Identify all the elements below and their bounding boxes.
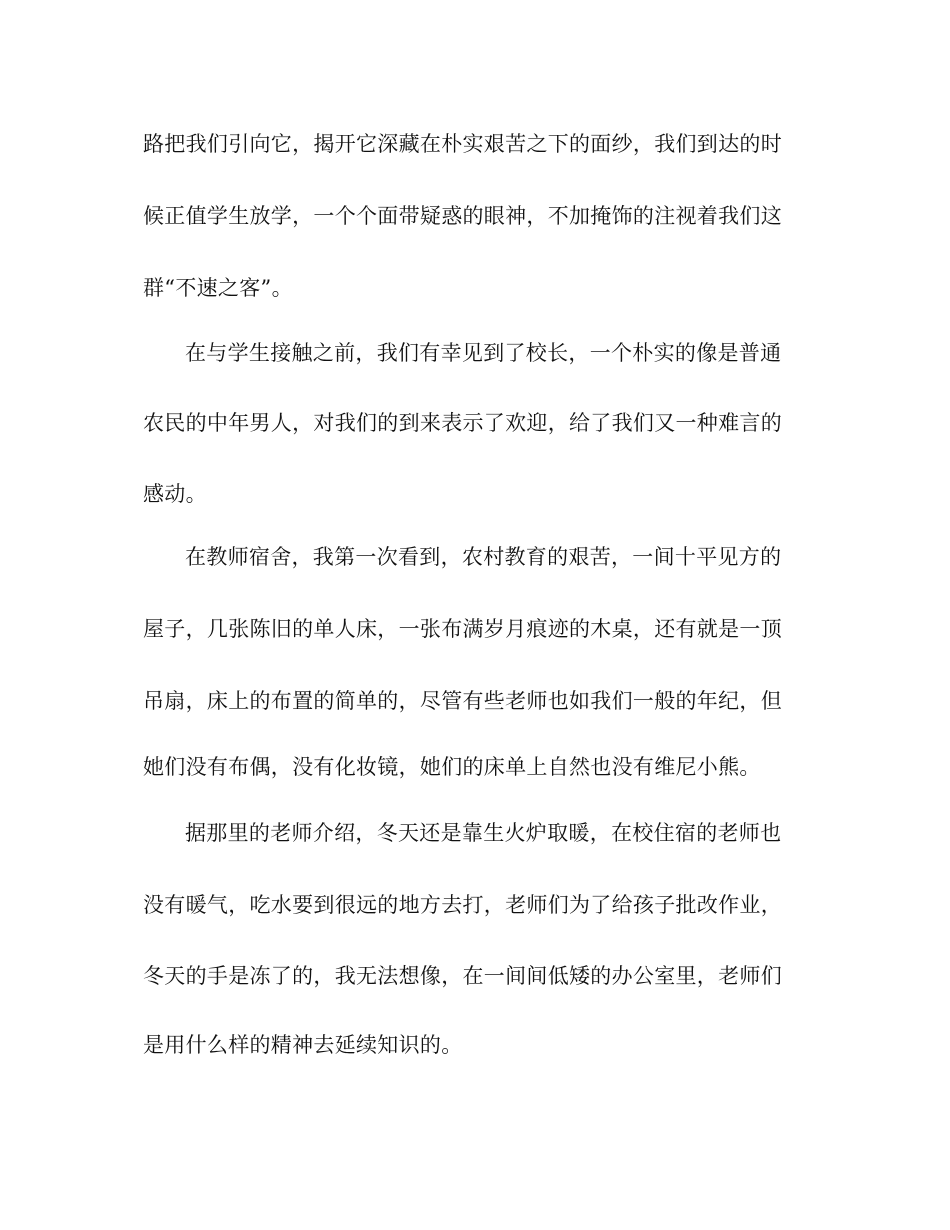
text-line-13: 冬天的手是冻了的，我无法想像，在一间间低矮的办公室里，老师们 <box>143 964 782 988</box>
text-line-9: 吊扇，床上的布置的简单的，尽管有些老师也如我们一般的年纪，但 <box>143 689 782 713</box>
text-line-8: 屋子，几张陈旧的单人床，一张布满岁月痕迹的木桌，还有就是一顶 <box>143 617 782 641</box>
text-line-3: 群“不速之客”。 <box>143 276 293 300</box>
text-line-4: 在与学生接触之前，我们有幸见到了校长，一个朴实的像是普通 <box>185 341 782 365</box>
text-line-12: 没有暖气，吃水要到很远的地方去打，老师们为了给孩子批改作业， <box>143 893 782 917</box>
text-line-1: 路把我们引向它，揭开它深藏在朴实艰苦之下的面纱，我们到达的时 <box>143 132 782 156</box>
text-line-7: 在教师宿舍，我第一次看到，农村教育的艰苦，一间十平见方的 <box>185 545 782 569</box>
text-line-11: 据那里的老师介绍，冬天还是靠生火炉取暖，在校住宿的老师也 <box>185 821 782 845</box>
text-line-10: 她们没有布偶，没有化妆镜，她们的床单上自然也没有维尼小熊。 <box>143 755 761 779</box>
text-line-6: 感动。 <box>143 482 207 506</box>
text-line-2: 候正值学生放学，一个个面带疑惑的眼神，不加掩饰的注视着我们这 <box>143 204 782 228</box>
text-line-14: 是用什么样的精神去延续知识的。 <box>143 1033 463 1057</box>
text-line-5: 农民的中年男人，对我们的到来表示了欢迎，给了我们又一种难言的 <box>143 411 782 435</box>
